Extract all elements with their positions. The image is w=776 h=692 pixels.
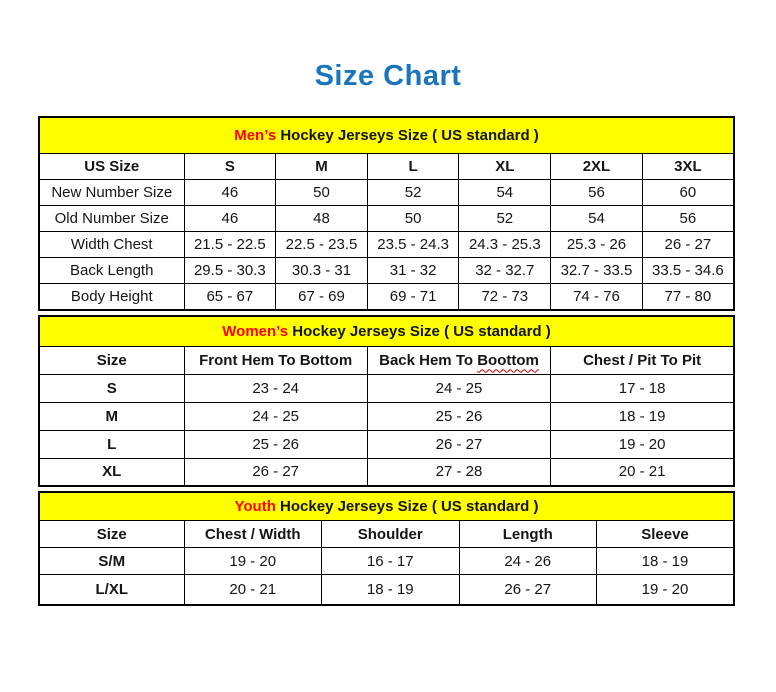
size-tables-container — [38, 116, 733, 606]
cell-value: 46 — [184, 180, 276, 206]
column-header: Sleeve — [597, 521, 735, 548]
misspelled-word: Boottom — [477, 351, 539, 369]
cell-value: 20 - 21 — [184, 575, 322, 605]
womens-section-header: Women’s Hockey Jerseys Size ( US standard ) — [39, 316, 734, 347]
column-header: Length — [459, 521, 597, 548]
cell-value: 26 - 27 — [642, 232, 734, 258]
cell-value: 33.5 - 34.6 — [642, 258, 734, 284]
cell-value: 26 - 27 — [184, 458, 367, 486]
womens-size-table — [38, 315, 735, 488]
column-header: 3XL — [642, 154, 734, 180]
cell-value: 21.5 - 22.5 — [184, 232, 276, 258]
table-row — [39, 548, 734, 575]
cell-value: 69 - 71 — [367, 284, 459, 310]
cell-value: 23 - 24 — [184, 374, 367, 402]
cell-value: 25.3 - 26 — [551, 232, 643, 258]
table-row — [39, 206, 734, 232]
cell-value: 30.3 - 31 — [276, 258, 368, 284]
cell-value: 50 — [367, 206, 459, 232]
cell-value: 32 - 32.7 — [459, 258, 551, 284]
cell-value: 25 - 26 — [367, 402, 550, 430]
cell-value: 77 - 80 — [642, 284, 734, 310]
cell-value: 48 — [276, 206, 368, 232]
column-header: Shoulder — [322, 521, 460, 548]
mens-section-header: Men’s Hockey Jerseys Size ( US standard ) — [39, 117, 734, 154]
column-header: Chest / Width — [184, 521, 322, 548]
womens-section-highlight: Women’s — [222, 322, 289, 340]
row-label: S/M — [39, 548, 184, 575]
cell-value: 22.5 - 23.5 — [276, 232, 368, 258]
table-row — [39, 374, 734, 402]
cell-value: 16 - 17 — [322, 548, 460, 575]
table-row — [39, 232, 734, 258]
cell-value: 23.5 - 24.3 — [367, 232, 459, 258]
column-header: Size — [39, 521, 184, 548]
cell-value: 19 - 20 — [184, 548, 322, 575]
cell-value: 18 - 19 — [322, 575, 460, 605]
table-row — [39, 180, 734, 206]
cell-value: 18 - 19 — [597, 548, 735, 575]
cell-value: 54 — [459, 180, 551, 206]
cell-value: 50 — [276, 180, 368, 206]
cell-value: 20 - 21 — [551, 458, 734, 486]
cell-value: 31 - 32 — [367, 258, 459, 284]
cell-value: 24.3 - 25.3 — [459, 232, 551, 258]
cell-value: 56 — [551, 180, 643, 206]
cell-value: 27 - 28 — [367, 458, 550, 486]
youth-section-header: Youth Hockey Jerseys Size ( US standard ) — [39, 492, 734, 521]
row-label: Back Length — [39, 258, 184, 284]
youth-size-table — [38, 491, 735, 606]
youth-header-row — [39, 521, 734, 548]
mens-header-row — [39, 154, 734, 180]
cell-value: 19 - 20 — [551, 430, 734, 458]
cell-value: 32.7 - 33.5 — [551, 258, 643, 284]
cell-value: 24 - 26 — [459, 548, 597, 575]
cell-value: 24 - 25 — [184, 402, 367, 430]
cell-value: 18 - 19 — [551, 402, 734, 430]
column-header: S — [184, 154, 276, 180]
womens-header-row — [39, 346, 734, 374]
cell-value: 46 — [184, 206, 276, 232]
cell-value: 25 - 26 — [184, 430, 367, 458]
row-label: New Number Size — [39, 180, 184, 206]
cell-value: 74 - 76 — [551, 284, 643, 310]
cell-value: 72 - 73 — [459, 284, 551, 310]
cell-value: 24 - 25 — [367, 374, 550, 402]
row-label: M — [39, 402, 184, 430]
cell-value: 60 — [642, 180, 734, 206]
cell-value: 26 - 27 — [367, 430, 550, 458]
table-row — [39, 284, 734, 310]
column-header: Chest / Pit To Pit — [551, 346, 734, 374]
cell-value: 17 - 18 — [551, 374, 734, 402]
column-header: XL — [459, 154, 551, 180]
table-row — [39, 258, 734, 284]
row-label: Body Height — [39, 284, 184, 310]
cell-value: 19 - 20 — [597, 575, 735, 605]
column-header: M — [276, 154, 368, 180]
row-label: Old Number Size — [39, 206, 184, 232]
cell-value: 52 — [367, 180, 459, 206]
cell-value: 56 — [642, 206, 734, 232]
column-header: Size — [39, 346, 184, 374]
table-row — [39, 575, 734, 605]
mens-size-table — [38, 116, 735, 311]
row-label: S — [39, 374, 184, 402]
row-label: L — [39, 430, 184, 458]
column-header: Back Hem To Boottom — [367, 346, 550, 374]
row-label: Width Chest — [39, 232, 184, 258]
youth-section-highlight: Youth — [234, 498, 276, 515]
table-row — [39, 430, 734, 458]
cell-value: 65 - 67 — [184, 284, 276, 310]
mens-section-highlight: Men’s — [234, 127, 277, 144]
column-header: US Size — [39, 154, 184, 180]
cell-value: 67 - 69 — [276, 284, 368, 310]
cell-value: 29.5 - 30.3 — [184, 258, 276, 284]
row-label: XL — [39, 458, 184, 486]
cell-value: 52 — [459, 206, 551, 232]
cell-value: 54 — [551, 206, 643, 232]
column-header: L — [367, 154, 459, 180]
table-row — [39, 402, 734, 430]
column-header: Front Hem To Bottom — [184, 346, 367, 374]
cell-value: 26 - 27 — [459, 575, 597, 605]
row-label: L/XL — [39, 575, 184, 605]
column-header: 2XL — [551, 154, 643, 180]
page-title: Size Chart — [314, 60, 462, 92]
table-row — [39, 458, 734, 486]
